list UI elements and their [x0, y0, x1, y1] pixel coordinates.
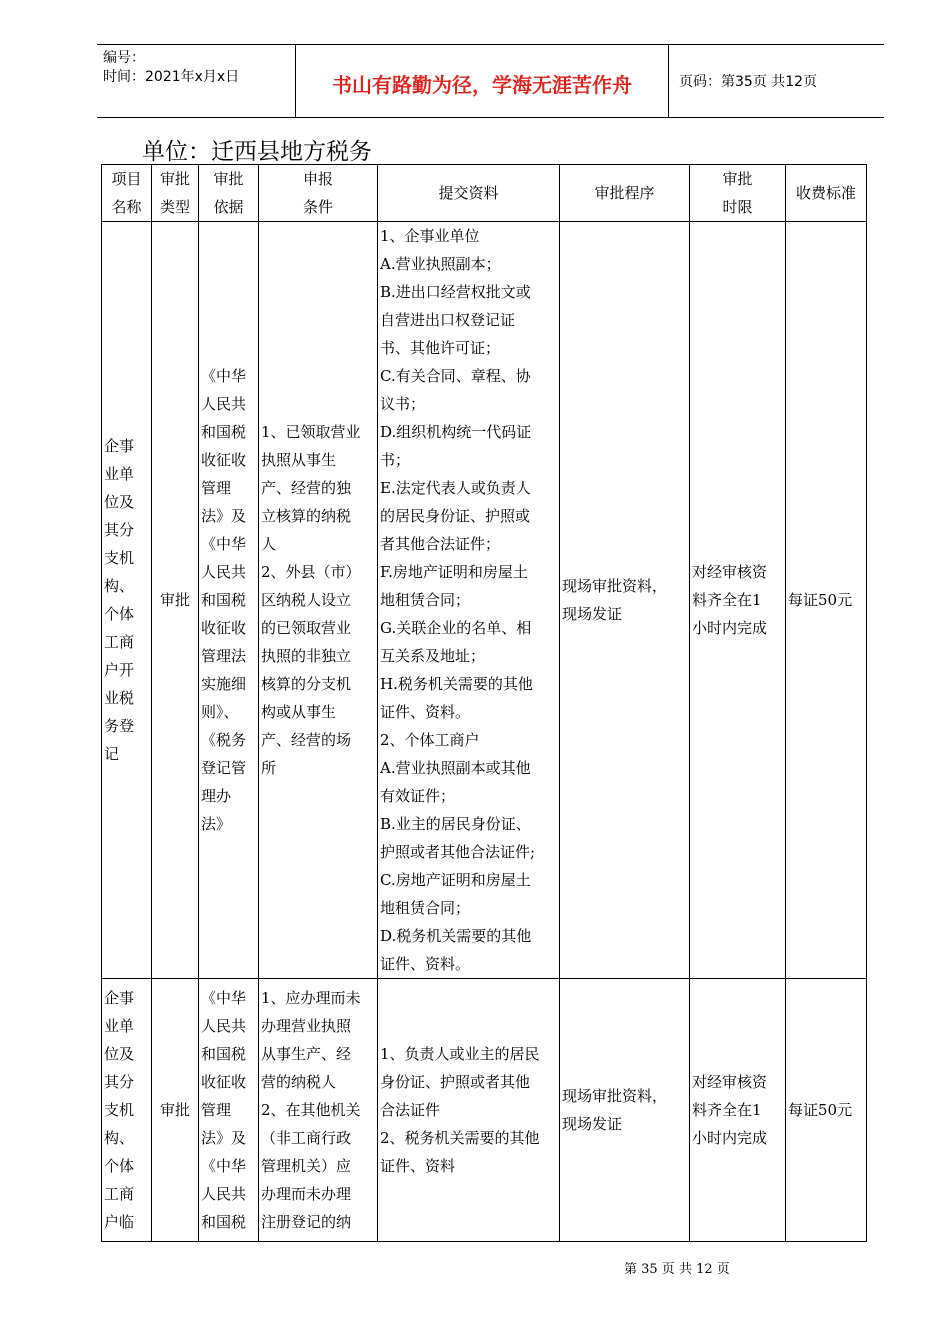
approval-table: [101, 164, 867, 1242]
materials-cell: 1、企事业单位 A.营业执照副本； B.进出口经营权批文或 自营进出口权登记证 书、其他许可证； C.有关合同、章程、协 议书； D.组织机构统一代码证 书； E.法定代表人或负责人 的居民身份证、护照或 者其他合法证件； F.房地产证明和房屋土 地租赁合同； G.关联企业的名单、相 互关系及地址； H.税务机关需要的其他 证件、资料。 2、个体工商户 A.营业执照副本或其他 有效证件； B.业主的居民身份证、 护照或者其他合法证件; C.房地产证明和房屋土 地租赁合同； D.税务机关需要的其他 证件、资料。: [378, 222, 560, 979]
page-footer: 第 35 页 共 12 页: [624, 1262, 730, 1277]
table-row: [102, 222, 867, 979]
unit-title: 单位：迁西县地方税务: [142, 139, 372, 165]
conditions-cell: 1、已领取营业 执照从事生 产、经营的独 立核算的纳税 人 2、外县（市） 区纳税人设立 的已领取营业 执照的非独立 核算的分支机 构或从事生 产、经营的场 所: [259, 222, 378, 979]
header-cell: 提交资料: [378, 165, 560, 222]
materials-cell: 1、负责人或业主的居民 身份证、护照或者其他 合法证件 2、税务机关需要的其他 证件、资料: [378, 979, 560, 1242]
header-page-label: 页码：第35页 共12页: [679, 74, 818, 90]
fee-cell: 每证50元: [786, 979, 867, 1242]
approval-basis-cell: 《中华 人民共 和国税 收征收 管理 法》及 《中华 人民共 和国税: [199, 979, 259, 1242]
item-name-cell: 企事 业单 位及 其分 支机 构、 个体 工商 户开 业税 务登 记: [102, 222, 152, 979]
procedure-cell: 现场审批资料， 现场发证: [560, 222, 690, 979]
approval-type-cell: 审批: [152, 222, 199, 979]
time-limit-cell: 对经审核资 料齐全在1 小时内完成: [690, 979, 786, 1242]
header-cell: 项目 名称: [102, 165, 152, 222]
header-cell: 收费标准: [786, 165, 867, 222]
item-name-cell: 企事 业单 位及 其分 支机 构、 个体 工商 户临: [102, 979, 152, 1242]
header-divider: [295, 45, 296, 117]
table-row: [102, 979, 867, 1242]
header-cell: 审批 依据: [199, 165, 259, 222]
time-label: 时间：2021年x月x日: [103, 69, 240, 85]
document-header: [97, 44, 884, 118]
header-cell: 申报 条件: [259, 165, 378, 222]
approval-basis-cell: 《中华 人民共 和国税 收征收 管理 法》及 《中华 人民共 和国税 收征收 管理法 实施细 则》、 《税务 登记管 理办 法》: [199, 222, 259, 979]
number-label: 编号：: [103, 50, 145, 66]
header-cell: 审批程序: [560, 165, 690, 222]
table-header-row: [102, 165, 867, 222]
header-meta: [103, 49, 239, 87]
approval-type-cell: 审批: [152, 979, 199, 1242]
procedure-cell: 现场审批资料， 现场发证: [560, 979, 690, 1242]
fee-cell: 每证50元: [786, 222, 867, 979]
header-cell: 审批 类型: [152, 165, 199, 222]
conditions-cell: 1、应办理而未 办理营业执照 从事生产、经 营的纳税人 2、在其他机关 （非工商行政 管理机关）应 办理而未办理 注册登记的纳: [259, 979, 378, 1242]
header-motto: 书山有路勤为径，学海无涯苦作舟: [332, 73, 632, 97]
header-cell: 审批 时限: [690, 165, 786, 222]
header-divider: [668, 45, 669, 117]
time-limit-cell: 对经审核资 料齐全在1 小时内完成: [690, 222, 786, 979]
